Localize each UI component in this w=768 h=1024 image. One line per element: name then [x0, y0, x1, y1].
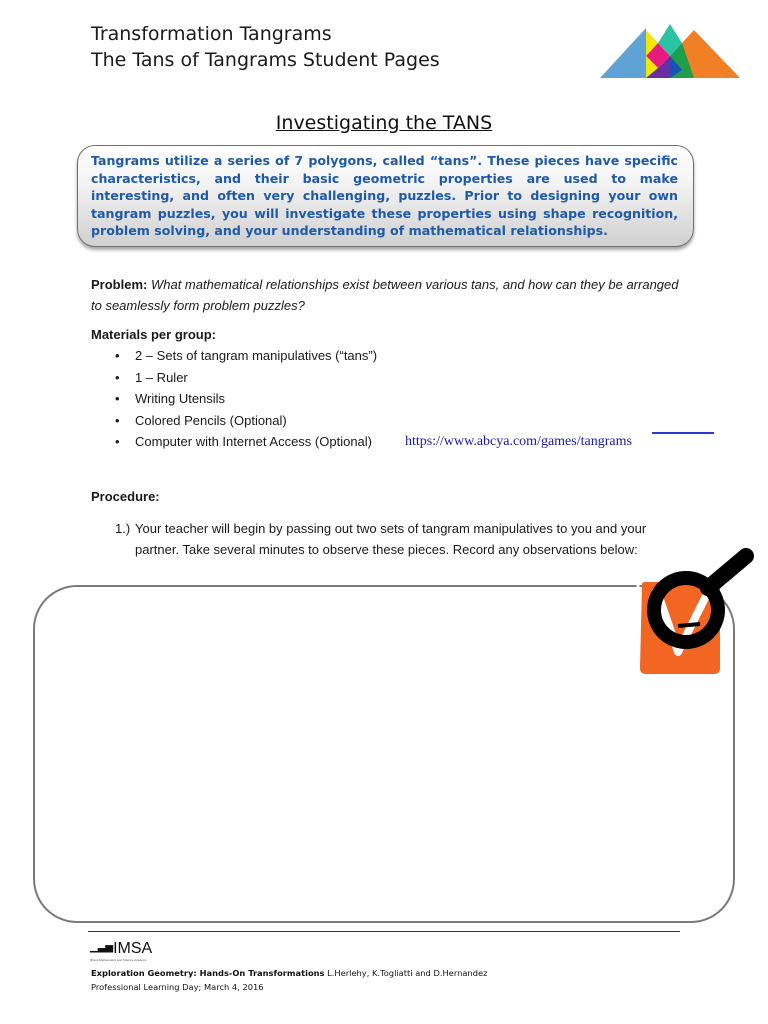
- header-subtitle: The Tans of Tangrams Student Pages: [91, 49, 440, 71]
- course-name: Exploration Geometry: Hands-On Transformations: [91, 968, 325, 978]
- tangram-logo-icon: [598, 18, 742, 80]
- page-title: Investigating the TANS: [275, 112, 493, 134]
- step-number: 1.): [115, 521, 131, 536]
- step-text: Your teacher will begin by passing out two sets of tangram manipulatives to you and your partner. Take several minutes to observe these pieces. Record any observations below:: [135, 521, 647, 557]
- procedure-heading: Procedure:: [91, 489, 160, 504]
- imsa-logo: ▁▃▅IMSA Illinois Mathematics and Science Academy: [90, 940, 152, 958]
- authors: L.Herlehy, K.Togliatti and D.Hernandez: [327, 968, 488, 978]
- materials-list: [115, 345, 377, 453]
- intro-text: Tangrams utilize a series of 7 polygons, called “tans”. These pieces have specific characteristics, and their basic geometric properties are used to make interesting, and often very challenging, puzzles. Prior to designing your own tangram puzzles, you will investigate these properties using shape recognition, problem solving, and your understanding of mathematical relationships.: [91, 153, 678, 238]
- tangrams-game-link[interactable]: https://www.abcya.com/games/tangrams: [405, 434, 632, 449]
- list-item: • 1 – Ruler: [115, 367, 377, 389]
- list-item: • 2 – Sets of tangram manipulatives (“tans”): [115, 345, 377, 367]
- bullet-icon: •: [115, 369, 120, 385]
- bullet-icon: •: [115, 391, 120, 407]
- stairs-icon: ▁▃▅: [90, 942, 114, 953]
- header-title: Transformation Tangrams: [91, 23, 332, 45]
- problem-label: Problem:: [91, 277, 148, 292]
- link-underline: [652, 432, 714, 434]
- list-item: • Computer with Internet Access (Optional): [115, 431, 377, 453]
- list-item: • Colored Pencils (Optional): [115, 410, 377, 432]
- footer-credits: [91, 968, 487, 978]
- materials-heading: Materials per group:: [91, 327, 216, 342]
- list-item: • Writing Utensils: [115, 388, 377, 410]
- bullet-icon: •: [115, 348, 120, 363]
- footer-event: Professional Learning Day; March 4, 2016: [91, 982, 264, 992]
- bullet-icon: •: [115, 434, 120, 450]
- footer-divider: [88, 931, 680, 932]
- observations-answer-box[interactable]: [33, 585, 735, 923]
- bullet-icon: •: [115, 412, 120, 428]
- magnifying-glass-icon: [632, 544, 756, 680]
- logo-tagline: Illinois Mathematics and Science Academy: [90, 958, 147, 962]
- problem-text: What mathematical relationships exist between various tans, and how can they be arranged to seamlessly form problem puzzles?: [91, 277, 679, 313]
- problem-statement: [91, 274, 686, 316]
